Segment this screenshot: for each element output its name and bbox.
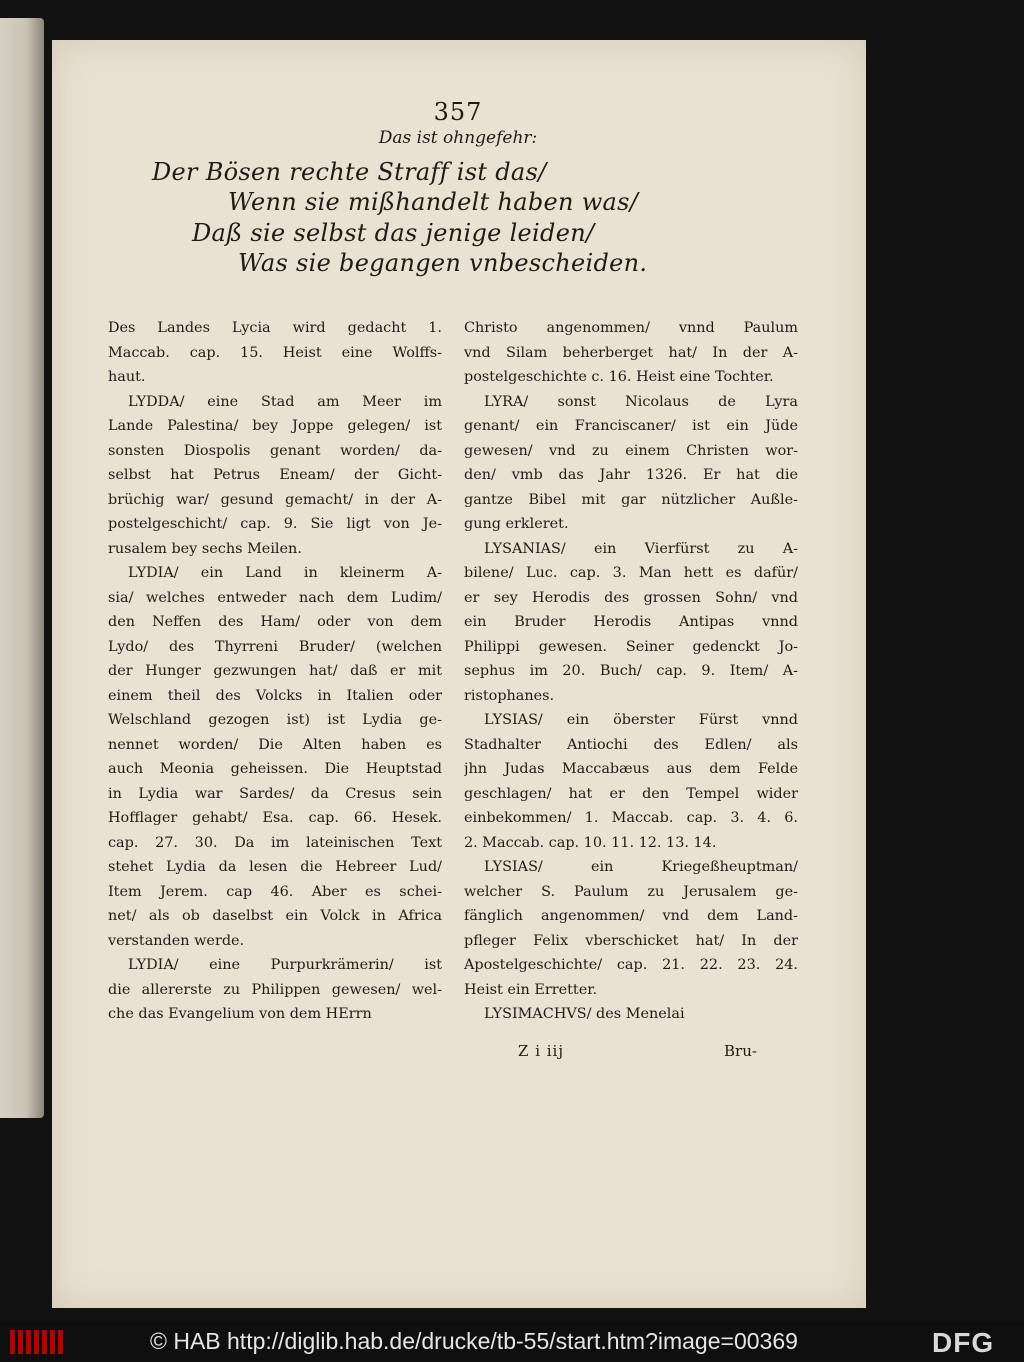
dfg-logo: DFG: [932, 1327, 995, 1358]
book-page: [52, 40, 866, 1308]
text-line: Heist ein Erretter.: [464, 981, 598, 998]
text-line: einbekommen/ 1. Maccab. cap. 3. 4. 6.: [464, 810, 798, 826]
left-column: [108, 316, 442, 1027]
text-line: postelgeschicht/ cap. 9. Sie ligt von Je-: [108, 516, 442, 532]
text-line: genant/ ein Franciscaner/ ist ein Jüde: [464, 418, 798, 434]
text-line: brüchig war/ gesund gemacht/ in der A-: [108, 491, 442, 508]
text-line: che das Evangelium von dem HErrn: [108, 1006, 372, 1022]
text-line: sephus im 20. Buch/ cap. 9. Item/ A-: [464, 663, 798, 679]
text-line: LYDIA/ ein Land in kleinerm A-: [128, 565, 442, 581]
text-line: den/ vmb das Jahr 1326. Er hat die: [464, 467, 798, 483]
text-line: sia/ welches entweder nach dem Ludim/: [108, 589, 442, 606]
text-line: Maccab. cap. 15. Heist eine Wolffs-: [108, 344, 442, 361]
text-line: Welschland gezogen ist) ist Lydia ge-: [108, 712, 442, 728]
verse-line: Was sie begangen vnbescheiden.: [238, 249, 648, 277]
text-line: bilene/ Luc. cap. 3. Man hett es dafür/: [464, 565, 798, 581]
text-line: pfleger Felix vberschicket hat/ In der: [464, 932, 798, 949]
page-number: 357: [433, 98, 483, 126]
text-line: LYSANIAS/ ein Vierfürst zu A-: [484, 540, 798, 557]
text-line: auch Meonia geheissen. Die Heuptstad: [108, 761, 442, 777]
signature-mark: Z i iij: [518, 1042, 565, 1060]
text-line: stehet Lydia da lesen die Hebreer Lud/: [108, 859, 442, 875]
text-line: LYRA/ sonst Nicolaus de Lyra: [484, 393, 798, 410]
text-line: Philippi gewesen. Seiner gedenckt Jo-: [464, 638, 798, 655]
text-line: Hofflager gehabt/ Esa. cap. 66. Hesek.: [108, 810, 442, 826]
text-line: selbst hat Petrus Eneam/ der Gicht-: [108, 467, 442, 483]
text-line: verstanden werde.: [108, 932, 245, 949]
text-line: net/ als ob daselbst ein Volck in Africa: [108, 908, 442, 924]
text-line: Lande Palestina/ bey Joppe gelegen/ ist: [108, 418, 442, 434]
text-line: LYSIAS/ ein öberster Fürst vnnd: [484, 712, 798, 728]
text-line: gantze Bibel mit gar nützlicher Außle-: [464, 491, 798, 508]
text-line: geschlagen/ hat er den Tempel wider: [464, 785, 798, 802]
text-line: 2. Maccab. cap. 10. 11. 12. 13. 14.: [464, 834, 717, 851]
text-line: nennet worden/ Die Alten haben es: [108, 736, 442, 753]
text-line: Christo angenommen/ vnnd Paulum: [464, 320, 798, 336]
text-line: postelgeschichte c. 16. Heist eine Tochter.: [464, 369, 774, 385]
text-line: ristophanes.: [464, 687, 555, 704]
verse-line: Der Bösen rechte Straff ist das/: [152, 158, 547, 186]
text-line: LYDDA/ eine Stad am Meer im: [128, 393, 442, 410]
copyright-link[interactable]: © HAB http://diglib.hab.de/drucke/tb-55/start.htm?image=00369: [150, 1328, 798, 1354]
text-line: fänglich angenommen/ vnd dem Land-: [464, 908, 798, 924]
text-line: sonsten Diospolis genant worden/ da-: [108, 442, 442, 459]
catchword: Bru-: [724, 1042, 757, 1060]
text-line: er sey Herodis des grossen Sohn/ vnd: [464, 589, 798, 606]
text-line: Item Jerem. cap 46. Aber es schei-: [108, 883, 442, 900]
text-line: Des Landes Lycia wird gedacht 1.: [108, 320, 442, 336]
text-line: ein Bruder Herodis Antipas vnnd: [464, 614, 798, 630]
text-line: haut.: [108, 369, 146, 385]
footer-bar: [0, 1322, 1024, 1362]
hab-logo-icon: [10, 1330, 63, 1354]
text-line: Lydo/ des Thyrreni Bruder/ (welchen: [108, 638, 442, 655]
text-line: gewesen/ vnd zu einem Christen wor-: [464, 442, 798, 459]
intro-line: Das ist ohngefehr:: [378, 128, 538, 148]
verse-line: Daß sie selbst das jenige leiden/: [192, 219, 595, 247]
text-line: in Lydia war Sardes/ da Cresus sein: [108, 785, 442, 802]
text-line: Apostelgeschichte/ cap. 21. 22. 23. 24.: [464, 957, 798, 973]
text-line: cap. 27. 30. Da im lateinischen Text: [108, 834, 442, 851]
text-line: gung erkleret.: [464, 516, 569, 532]
previous-page-edge: [0, 18, 44, 1118]
text-line: LYSIMACHVS/ des Menelai: [484, 1006, 685, 1022]
text-line: rusalem bey sechs Meilen.: [108, 540, 302, 557]
text-line: einem theil des Volcks in Italien oder: [108, 687, 442, 704]
text-line: jhn Judas Maccabæus aus dem Felde: [464, 761, 798, 777]
text-line: den Neffen des Ham/ oder von dem: [108, 614, 442, 630]
verse-line: Wenn sie mißhandelt haben was/: [228, 188, 639, 216]
text-line: LYDIA/ eine Purpurkrämerin/ ist: [128, 957, 442, 973]
text-line: die allererste zu Philippen gewesen/ wel-: [108, 981, 442, 998]
text-line: Stadhalter Antiochi des Edlen/ als: [464, 736, 798, 753]
text-line: LYSIAS/ ein Kriegeßheuptman/: [484, 859, 798, 875]
text-line: welcher S. Paulum zu Jerusalem ge-: [464, 883, 798, 900]
right-column: [464, 316, 798, 1027]
text-line: vnd Silam beherberget hat/ In der A-: [464, 344, 798, 361]
text-line: der Hunger gezwungen hat/ daß er mit: [108, 663, 442, 679]
